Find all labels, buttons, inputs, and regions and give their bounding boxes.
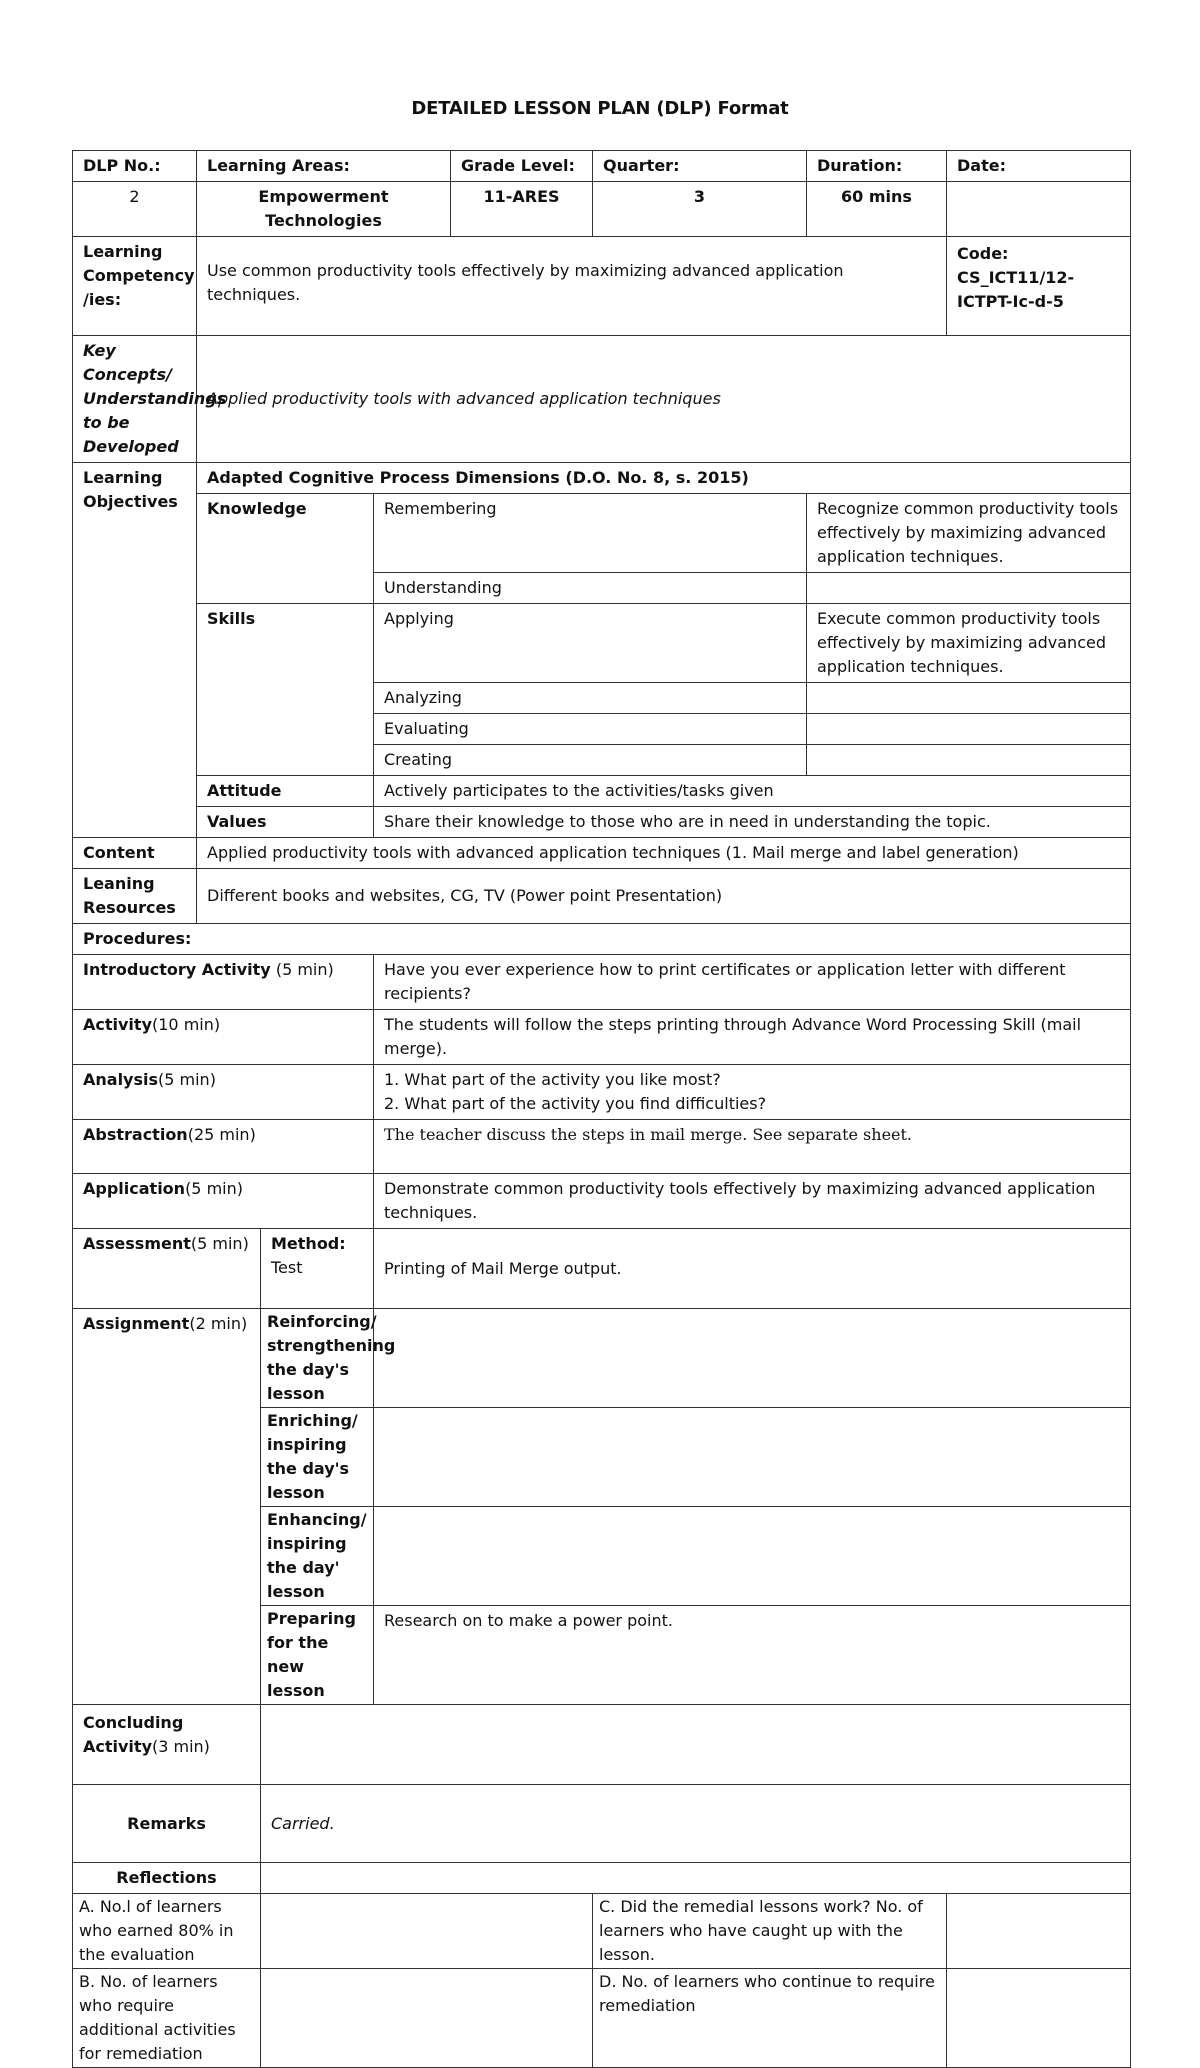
analysis-row bbox=[73, 1065, 1131, 1120]
resources-row bbox=[73, 869, 1131, 924]
remarks-row bbox=[73, 1785, 1131, 1863]
assessment-text: Printing of Mail Merge output. bbox=[374, 1229, 1131, 1309]
concluding-text bbox=[261, 1705, 1131, 1785]
reflection-c-value bbox=[947, 1894, 1131, 1969]
reflection-b-label: B. No. of learners who require additional activities for remediation bbox=[73, 1969, 261, 2068]
application-time: (5 min) bbox=[185, 1179, 243, 1198]
application-label: Application bbox=[83, 1179, 186, 1198]
analyzing-text bbox=[807, 683, 1131, 714]
creating-label: Creating bbox=[374, 745, 807, 776]
assessment-method: Method: bbox=[271, 1234, 346, 1253]
skills-label: Skills bbox=[197, 604, 374, 776]
understanding-label: Understanding bbox=[374, 573, 807, 604]
procedures-row bbox=[73, 924, 1131, 955]
competency-text: Use common productivity tools effectively by maximizing advanced application techniques. bbox=[197, 237, 947, 336]
quarter-value: 3 bbox=[593, 182, 807, 237]
reflection-a-label: A. No.l of learners who earned 80% in the evaluation bbox=[73, 1894, 261, 1969]
values-row bbox=[73, 807, 1131, 838]
competency-code: Code: CS_ICT11/12-ICTPT-Ic-d-5 bbox=[947, 237, 1131, 336]
activity-time: (10 min) bbox=[152, 1015, 221, 1034]
abstraction-label: Abstraction bbox=[83, 1125, 188, 1144]
application-cell bbox=[73, 1174, 374, 1229]
application-row bbox=[73, 1174, 1131, 1229]
reflection-a-value bbox=[261, 1894, 593, 1969]
duration-label: Duration: bbox=[807, 151, 947, 182]
learning-area-value: Empowerment Technologies bbox=[197, 182, 451, 237]
introductory-text: Have you ever experience how to print certificates or application letter with different recipients? bbox=[374, 955, 1131, 1010]
quarter-label: Quarter: bbox=[593, 151, 807, 182]
activity-text: The students will follow the steps printing through Advance Word Processing Skill (mail merge). bbox=[374, 1010, 1131, 1065]
application-text: Demonstrate common productivity tools effectively by maximizing advanced application techniques. bbox=[374, 1174, 1131, 1229]
analysis-label: Analysis bbox=[83, 1070, 159, 1089]
applying-label: Applying bbox=[374, 604, 807, 683]
duration-value: 60 mins bbox=[807, 182, 947, 237]
reflection-c-label: C. Did the remedial lessons work? No. of learners who have caught up with the lesson. bbox=[593, 1894, 947, 1969]
key-concepts-text: Applied productivity tools with advanced application techniques bbox=[197, 336, 1131, 463]
objectives-label: Learning Objectives bbox=[73, 463, 197, 838]
date-label: Date: bbox=[947, 151, 1131, 182]
assessment-label: Assessment bbox=[83, 1234, 191, 1253]
reflections-blank bbox=[261, 1863, 1131, 1894]
analysis-question-2: 2. What part of the activity you find difficulties? bbox=[384, 1094, 767, 1113]
grade-level-value: 11-ARES bbox=[451, 182, 593, 237]
date-value bbox=[947, 182, 1131, 237]
header-label-row bbox=[73, 151, 1131, 182]
analysis-questions bbox=[374, 1065, 1131, 1120]
assessment-method-cell bbox=[261, 1229, 374, 1309]
introductory-time: (5 min) bbox=[270, 960, 334, 979]
activity-cell bbox=[73, 1010, 374, 1065]
values-text: Share their knowledge to those who are in need in understanding the topic. bbox=[374, 807, 1131, 838]
enhancing-text bbox=[374, 1507, 1131, 1606]
lesson-plan-table bbox=[72, 150, 1131, 2068]
dlp-no-value: 2 bbox=[73, 182, 197, 237]
concluding-time: (3 min) bbox=[152, 1737, 210, 1756]
analysis-time: (5 min) bbox=[158, 1070, 216, 1089]
applying-row bbox=[73, 604, 1131, 683]
evaluating-label: Evaluating bbox=[374, 714, 807, 745]
concluding-row bbox=[73, 1705, 1131, 1785]
reinforcing-label: Reinforcing/ strengthening the day's lesson bbox=[261, 1309, 374, 1408]
reflection-d-label: D. No. of learners who continue to require remediation bbox=[593, 1969, 947, 2068]
introductory-row bbox=[73, 955, 1131, 1010]
attitude-text: Actively participates to the activities/tasks given bbox=[374, 776, 1131, 807]
preparing-label: Preparing for the new lesson bbox=[261, 1606, 374, 1705]
knowledge-label: Knowledge bbox=[197, 494, 374, 604]
assessment-test: Test bbox=[271, 1258, 303, 1277]
assignment-cell bbox=[73, 1309, 261, 1705]
reflections-row bbox=[73, 1863, 1131, 1894]
resources-text: Different books and websites, CG, TV (Power point Presentation) bbox=[197, 869, 1131, 924]
dimension-header: Adapted Cognitive Process Dimensions (D.O. No. 8, s. 2015) bbox=[197, 463, 1131, 494]
values-label: Values bbox=[197, 807, 374, 838]
analyzing-label: Analyzing bbox=[374, 683, 807, 714]
reflection-bd-row bbox=[73, 1969, 1131, 2068]
reflection-ac-row bbox=[73, 1894, 1131, 1969]
activity-row bbox=[73, 1010, 1131, 1065]
remarks-text: Carried. bbox=[261, 1785, 1131, 1863]
content-row bbox=[73, 838, 1131, 869]
content-text: Applied productivity tools with advanced application techniques (1. Mail merge and label generation) bbox=[197, 838, 1131, 869]
enriching-label: Enriching/ inspiring the day's lesson bbox=[261, 1408, 374, 1507]
assignment-time: (2 min) bbox=[189, 1314, 248, 1333]
reflection-d-value bbox=[947, 1969, 1131, 2068]
competency-label: Learning Competency /ies: bbox=[73, 237, 197, 336]
enhancing-label: Enhancing/ inspiring the day' lesson bbox=[261, 1507, 374, 1606]
reflection-b-value bbox=[261, 1969, 593, 2068]
activity-label: Activity bbox=[83, 1015, 152, 1034]
attitude-label: Attitude bbox=[197, 776, 374, 807]
enriching-text bbox=[374, 1408, 1131, 1507]
competency-row bbox=[73, 237, 1131, 336]
attitude-row bbox=[73, 776, 1131, 807]
reflections-label: Reflections bbox=[73, 1863, 261, 1894]
abstraction-row bbox=[73, 1120, 1131, 1174]
grade-level-label: Grade Level: bbox=[451, 151, 593, 182]
preparing-text: Research on to make a power point. bbox=[374, 1606, 1131, 1705]
procedures-label: Procedures: bbox=[73, 924, 1131, 955]
abstraction-cell bbox=[73, 1120, 374, 1174]
understanding-text bbox=[807, 573, 1131, 604]
creating-text bbox=[807, 745, 1131, 776]
concluding-label: Concluding Activity bbox=[83, 1713, 184, 1756]
introductory-cell bbox=[73, 955, 374, 1010]
remembering-label: Remembering bbox=[374, 494, 807, 573]
remarks-label: Remarks bbox=[73, 1785, 261, 1863]
remembering-text: Recognize common productivity tools effectively by maximizing advanced application techniques. bbox=[807, 494, 1131, 573]
applying-text: Execute common productivity tools effectively by maximizing advanced application techniques. bbox=[807, 604, 1131, 683]
analysis-cell bbox=[73, 1065, 374, 1120]
introductory-label: Introductory Activity bbox=[83, 960, 271, 979]
objectives-header-row bbox=[73, 463, 1131, 494]
assessment-row bbox=[73, 1229, 1131, 1309]
concluding-cell bbox=[73, 1705, 261, 1785]
evaluating-text bbox=[807, 714, 1131, 745]
assessment-cell bbox=[73, 1229, 261, 1309]
resources-label: Leaning Resources bbox=[73, 869, 197, 924]
learning-areas-label: Learning Areas: bbox=[197, 151, 451, 182]
content-label: Content bbox=[73, 838, 197, 869]
key-concepts-row bbox=[73, 336, 1131, 463]
document-title: DETAILED LESSON PLAN (DLP) Format bbox=[411, 98, 789, 119]
header-value-row bbox=[73, 182, 1131, 237]
reinforcing-text bbox=[374, 1309, 1131, 1408]
abstraction-time: (25 min) bbox=[187, 1125, 256, 1144]
reinforcing-row bbox=[73, 1309, 1131, 1408]
analysis-question-1: 1. What part of the activity you like most? bbox=[384, 1070, 721, 1089]
key-concepts-label: Key Concepts/ Understandings to be Developed bbox=[73, 336, 197, 463]
abstraction-text: The teacher discuss the steps in mail merge. See separate sheet. bbox=[374, 1120, 1131, 1174]
dlp-no-label: DLP No.: bbox=[73, 151, 197, 182]
assignment-label: Assignment bbox=[83, 1314, 190, 1333]
assessment-time: (5 min) bbox=[190, 1234, 249, 1253]
remembering-row bbox=[73, 494, 1131, 573]
